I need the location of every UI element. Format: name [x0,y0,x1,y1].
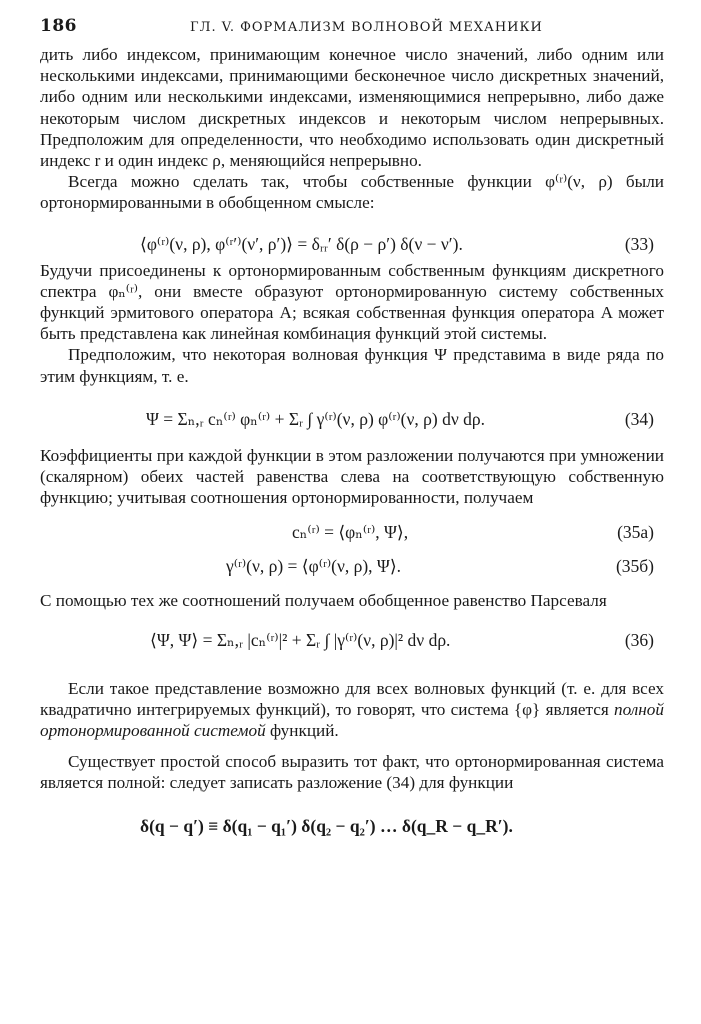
running-head: ГЛ. V. ФОРМАЛИЗМ ВОЛНОВОЙ МЕХАНИКИ [190,20,543,35]
equation-35a-expression: cₙ⁽ʳ⁾ = ⟨φₙ⁽ʳ⁾, Ψ⟩, [292,522,409,543]
paragraph-8: Существует простой способ выразить тот факт, что ортонормированная система является полной: следует записать разложение (34) для функции [40,752,664,793]
paragraph-2: Всегда можно сделать так, чтобы собственные функции φ⁽ʳ⁾(ν, ρ) были ортонормированными в обобщенном смысле: [40,172,664,213]
equation-35a [40,514,664,546]
paragraph-7-emphasis: полной ортонормированной системой [40,699,664,741]
equation-33-expression: ⟨φ⁽ʳ⁾(ν, ρ), φ⁽ʳ′⁾(ν′, ρ′)⟩ = δᵣᵣ′ δ(ρ − ρ′) δ(ν − ν′). [140,233,463,254]
equation-33 [40,226,664,260]
paragraph-1: дить либо индексом, принимающим конечное число значений, либо одним или несколькими индексами, принимающими бесконечное число дискретных значений, либо одним или несколькими индексами, изменяющимися непрерывно, либо даже некоторым числом дискретных индексов и некоторым числом непрерывных. Предположим для определенности, что необходимо использовать один дискретный индекс r и один индекс ρ, меняющийся непрерывно. [40,45,664,171]
equation-36-expression: ⟨Ψ, Ψ⟩ = Σₙ,ᵣ |cₙ⁽ʳ⁾|² + Σᵣ ∫ |γ⁽ʳ⁾(ν, ρ)|² dν dρ. [150,629,451,650]
equation-delta [40,808,664,844]
equation-35b-expression: γ⁽ʳ⁾(ν, ρ) = ⟨φ⁽ʳ⁾(ν, ρ), Ψ⟩. [226,556,402,577]
equation-35b-number: (35б) [615,556,654,577]
equation-33-number: (33) [624,233,654,254]
paragraph-7-start: Если такое представление возможно для всех волновых функций (т. е. для всех квадратично интегрируемых функций), то говорят, что система {φ} является [40,678,664,719]
paragraph-3: Будучи присоединены к ортонормированным собственным функциям дискретного спектра φₙ⁽ʳ⁾, они вместе образуют ортонормированную систему собственных функций эрмитового оператора A; всякая собственная функция оператора A может быть представлена как линейная комбинация функций этой системы. [40,260,664,344]
page-header [40,14,664,44]
equation-36-number: (36) [624,629,654,650]
paragraph-7-end: функций. [269,721,339,741]
equation-34 [40,401,664,445]
paragraph-5: Коэффициенты при каждой функции в этом разложении получаются при умножении (скалярном) обеих частей равенства слева на соответствующую собственную функцию; учитывая соотношения ортонормированности, получаем [40,445,664,508]
equation-34-expression: Ψ = Σₙ,ᵣ cₙ⁽ʳ⁾ φₙ⁽ʳ⁾ + Σᵣ ∫ γ⁽ʳ⁾(ν, ρ) φ⁽ʳ⁾(ν, ρ) dν dρ. [146,408,485,429]
book-page [40,14,664,844]
paragraph-7 [40,678,664,742]
paragraph-6: С помощью тех же соотношений получаем обобщенное равенство Парсеваля [40,591,607,611]
page-number: 186 [40,16,77,36]
equation-34-number: (34) [624,408,654,429]
equation-35a-number: (35а) [617,522,654,543]
equation-delta-expression: δ(q − q′) ≡ δ(q₁ − q₁′) δ(q₂ − q₂′) … δ(q_R − q_R′). [140,815,513,836]
equation-35b [40,548,664,580]
paragraph-4: Предположим, что некоторая волновая функция Ψ представима в виде ряда по этим функциям, т. е. [40,345,664,386]
equation-36 [40,622,664,668]
